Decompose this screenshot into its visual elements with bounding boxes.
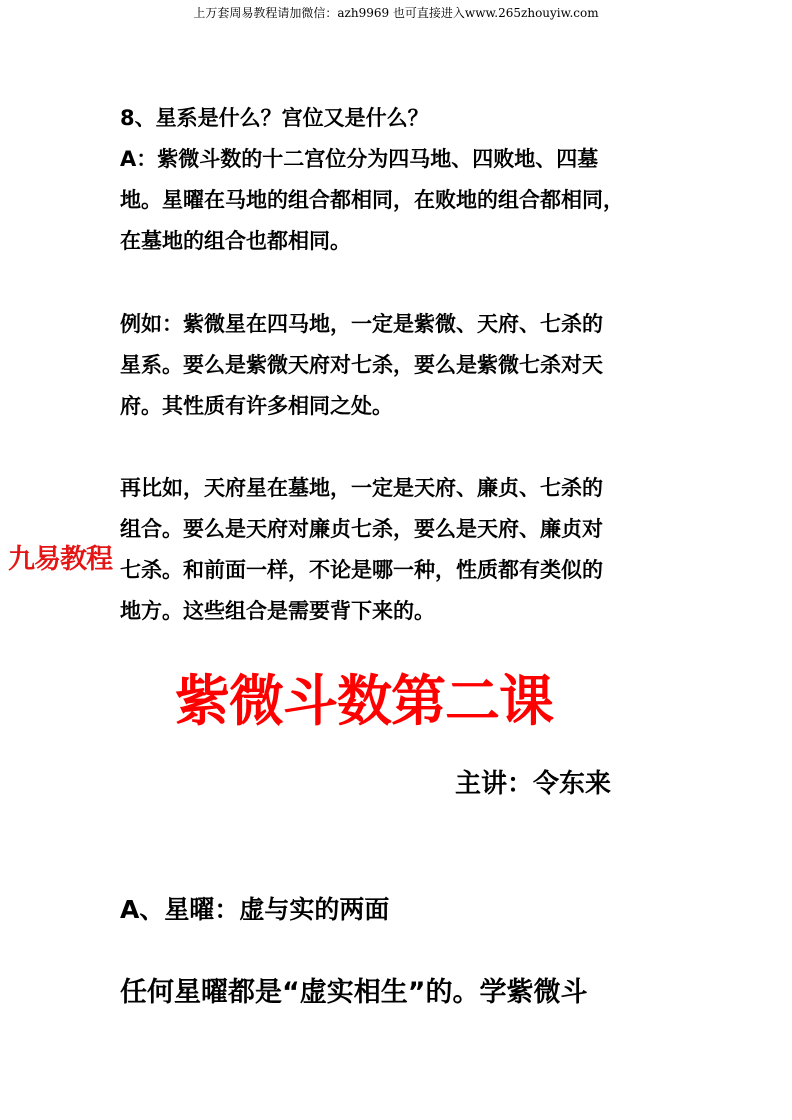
- section-heading: A、星曜：虚与实的两面: [120, 895, 390, 924]
- example-line: 星系。要么是紫微天府对七杀，要么是紫微七杀对天: [120, 353, 603, 377]
- lecturer-line: 主讲：令东来: [455, 769, 612, 799]
- answer-line: 地。星曜在马地的组合都相同，在败地的组合都相同，: [120, 188, 624, 212]
- example-line: 例如：紫微星在四马地，一定是紫微、天府、七杀的: [120, 312, 603, 336]
- question-line: [120, 98, 700, 139]
- example-paragraph-2: [120, 468, 700, 632]
- watermark-label: 九易教程: [8, 544, 112, 575]
- answer-line: 在墓地的组合也都相同。: [120, 229, 351, 253]
- answer-paragraph: [120, 139, 700, 262]
- qa-section: [120, 98, 700, 632]
- example-line: 七杀。和前面一样，不论是哪一种，性质都有类似的: [120, 558, 603, 582]
- header-banner: 上万套周易教程请加微信：azh9969 也可直接进入www.265zhouyiw.com: [193, 6, 599, 20]
- body-text-line: 任何星曜都是“虚实相生”的。学紫微斗: [120, 977, 588, 1008]
- example-line: 再比如，天府星在墓地，一定是天府、廉贞、七杀的: [120, 476, 603, 500]
- example-paragraph-1: [120, 304, 700, 427]
- example-line: 地方。这些组合是需要背下来的。: [120, 599, 435, 623]
- example-line: 组合。要么是天府对廉贞七杀，要么是天府、廉贞对: [120, 517, 603, 541]
- question-text: 8、星系是什么？宫位又是什么？: [120, 106, 429, 130]
- example-line: 府。其性质有许多相同之处。: [120, 394, 393, 418]
- answer-line: A：紫微斗数的十二宫位分为四马地、四败地、四墓: [120, 147, 599, 171]
- lesson-title: 紫微斗数第二课: [175, 669, 554, 733]
